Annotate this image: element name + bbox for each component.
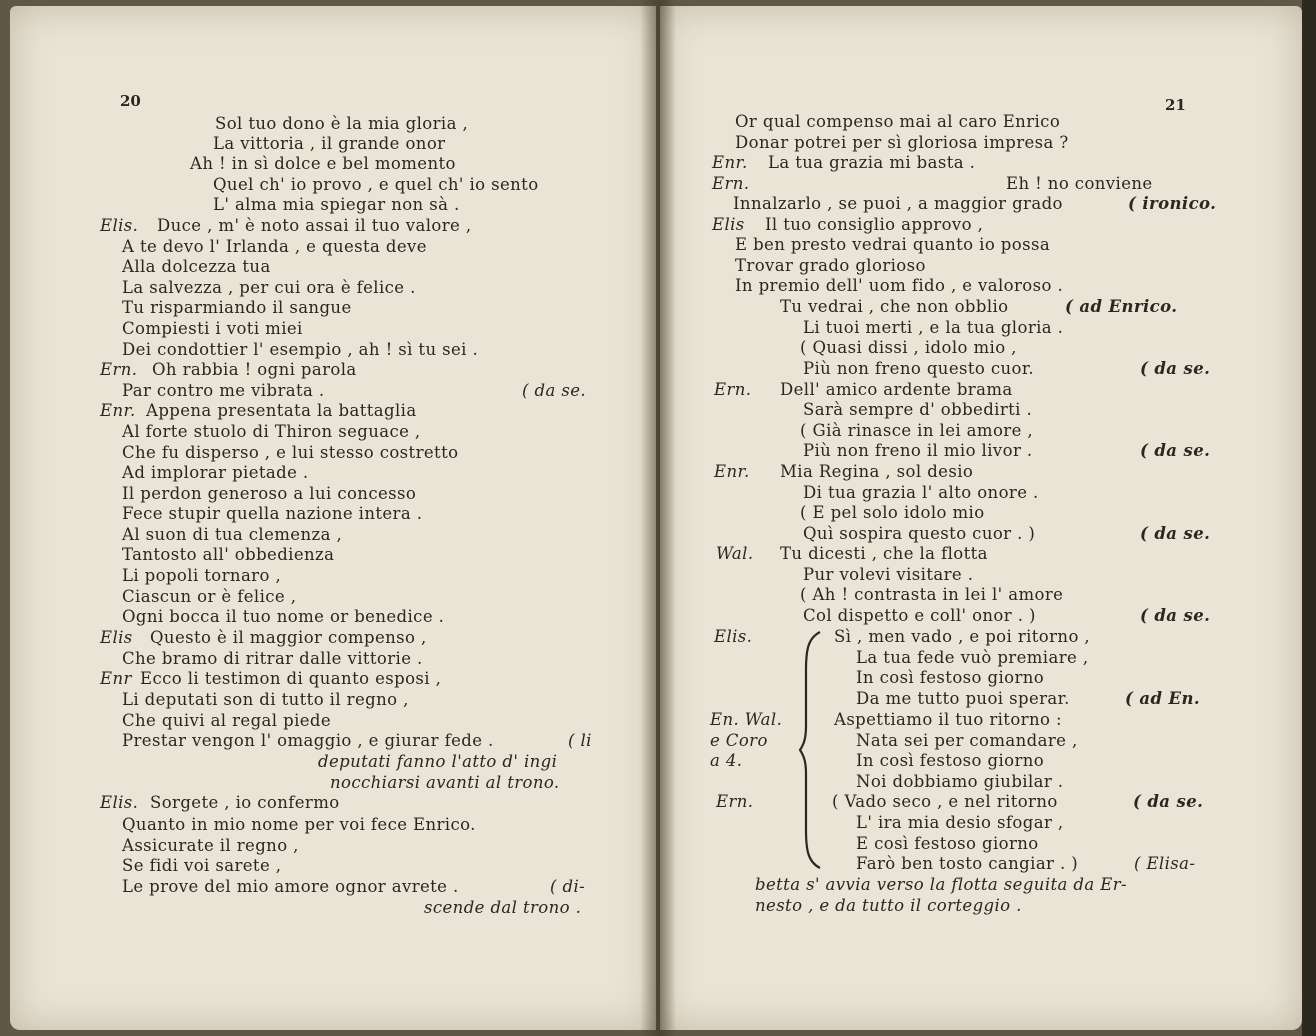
stage-direction: ( li <box>568 731 592 750</box>
verse-line: Col dispetto e coll' onor . ) <box>803 606 1036 625</box>
speaker-label: Ern. <box>100 360 138 379</box>
verse-line: Se fidi voi sarete , <box>122 856 282 875</box>
verse-line: Eh ! no conviene <box>1006 174 1153 193</box>
speaker-label: Ern. <box>712 174 750 193</box>
verse-line: Tu dicesti , che la flotta <box>780 544 988 563</box>
verse-line: L' ira mia desio sfogar , <box>856 813 1064 832</box>
speaker-label: a 4. <box>710 751 743 770</box>
stage-direction: ( Elisa- <box>1134 854 1196 873</box>
verse-line: E così festoso giorno <box>856 834 1039 853</box>
verse-line: ( Già rinasce in lei amore , <box>800 421 1034 440</box>
speaker-label: e Coro <box>710 731 768 750</box>
verse-line: Che bramo di ritrar dalle vittorie . <box>122 649 423 668</box>
verse-line: Tantosto all' obbedienza <box>122 545 335 564</box>
stage-direction: nesto , e da tutto il corteggio . <box>755 896 1022 915</box>
verse-line: Or qual compenso mai al caro Enrico <box>735 112 1061 131</box>
verse-line: Più non freno il mio livor . <box>803 441 1033 460</box>
verse-line: In così festoso giorno <box>856 751 1045 770</box>
stage-direction: scende dal trono . <box>424 898 582 917</box>
speaker-label: Ern. <box>716 792 754 811</box>
verse-line: Li deputati son di tutto il regno , <box>122 690 409 709</box>
verse-line: Che fu disperso , e lui stesso costretto <box>122 443 459 462</box>
stage-direction: ( da se. <box>1140 359 1211 378</box>
stage-direction: nocchiarsi avanti al trono. <box>330 773 560 792</box>
verse-line: Aspettiamo il tuo ritorno : <box>834 710 1062 729</box>
verse-line: Questo è il maggior compenso , <box>150 628 427 647</box>
verse-line: ( Vado seco , e nel ritorno <box>832 792 1058 811</box>
verse-line: ( Ah ! contrasta in lei l' amore <box>800 585 1064 604</box>
speaker-label: Enr. <box>712 153 748 172</box>
verse-line: Dell' amico ardente brama <box>780 380 1013 399</box>
page-number: 21 <box>1165 96 1186 114</box>
stage-direction: ( da se. <box>1140 606 1211 625</box>
verse-line: E ben presto vedrai quanto io possa <box>735 235 1051 254</box>
verse-line: Più non freno questo cuor. <box>803 359 1034 378</box>
page-number: 20 <box>120 92 141 110</box>
verse-line: La salvezza , per cui ora è felice . <box>122 278 416 297</box>
speaker-label: Elis <box>100 628 133 647</box>
verse-line: Ecco li testimon di quanto esposi , <box>140 669 442 688</box>
speaker-label: Enr <box>100 669 132 688</box>
verse-line: La vittoria , il grande onor <box>213 134 446 153</box>
verse-line: Assicurate il regno , <box>122 836 299 855</box>
speaker-label: Elis <box>712 215 745 234</box>
verse-line: Appena presentata la battaglia <box>146 401 417 420</box>
verse-line: Li tuoi merti , e la tua gloria . <box>803 318 1064 337</box>
verse-line: Farò ben tosto cangiar . ) <box>856 854 1079 873</box>
verse-line: In premio dell' uom fido , e valoroso . <box>735 276 1064 295</box>
verse-line: Nata sei per comandare , <box>856 731 1078 750</box>
verse-line: Le prove del mio amore ognor avrete . <box>122 877 459 896</box>
verse-line: Dei condottier l' esempio , ah ! sì tu sei . <box>122 340 479 359</box>
verse-line: Trovar grado glorioso <box>735 256 926 275</box>
verse-line: Par contro me vibrata . <box>122 381 325 400</box>
verse-line: Noi dobbiamo giubilar . <box>856 772 1064 791</box>
speaker-label: Elis. <box>100 216 139 235</box>
verse-line: Mia Regina , sol desio <box>780 462 974 481</box>
verse-line: Compiesti i voti miei <box>122 319 303 338</box>
stage-direction: ( ad En. <box>1125 689 1201 708</box>
stage-direction: deputati fanno l'atto d' ingi <box>318 752 558 771</box>
verse-line: Sol tuo dono è la mia gloria , <box>215 114 469 133</box>
verse-line: Ciascun or è felice , <box>122 587 297 606</box>
verse-line: Sì , men vado , e poi ritorno , <box>834 627 1091 646</box>
verse-line: Pur volevi visitare . <box>803 565 974 584</box>
verse-line: Quel ch' io provo , e quel ch' io sento <box>213 175 539 194</box>
verse-line: Il tuo consiglio approvo , <box>765 215 984 234</box>
verse-line: Innalzarlo , se puoi , a maggior grado <box>733 194 1063 213</box>
verse-line: Fece stupir quella nazione intera . <box>122 504 423 523</box>
verse-line: A te devo l' Irlanda , e questa deve <box>122 237 427 256</box>
speaker-label: En. Wal. <box>710 710 783 729</box>
stage-direction: ( di- <box>550 877 586 896</box>
book-gutter <box>640 0 676 1036</box>
speaker-label: Enr. <box>714 462 750 481</box>
verse-line: In così festoso giorno <box>856 668 1045 687</box>
speaker-label: Elis. <box>100 793 139 812</box>
verse-line: Sorgete , io confermo <box>150 793 340 812</box>
ensemble-brace <box>798 630 824 870</box>
stage-direction: ( ironico. <box>1128 194 1217 213</box>
verse-line: Ad implorar pietade . <box>122 463 309 482</box>
verse-line: Prestar vengon l' omaggio , e giurar fede . <box>122 731 494 750</box>
verse-line: Il perdon generoso a lui concesso <box>122 484 417 503</box>
verse-line: Duce , m' è noto assai il tuo valore , <box>157 216 472 235</box>
verse-line: ( Quasi dissi , idolo mio , <box>800 338 1017 357</box>
verse-line: Che quivi al regal piede <box>122 711 332 730</box>
verse-line: Alla dolcezza tua <box>122 257 271 276</box>
verse-line: Sarà sempre d' obbedirti . <box>803 400 1033 419</box>
verse-line: Tu risparmiando il sangue <box>122 298 352 317</box>
speaker-label: Elis. <box>714 627 753 646</box>
verse-line: Li popoli tornaro , <box>122 566 282 585</box>
scan-edge <box>1302 0 1316 1036</box>
stage-direction: ( da se. <box>1140 524 1211 543</box>
speaker-label: Ern. <box>714 380 752 399</box>
verse-line: Ah ! in sì dolce e bel momento <box>190 154 456 173</box>
verse-line: Ogni bocca il tuo nome or benedice . <box>122 607 445 626</box>
verse-line: Quì sospira questo cuor . ) <box>803 524 1036 543</box>
verse-line: Oh rabbia ! ogni parola <box>152 360 357 379</box>
verse-line: La tua fede vuò premiare , <box>856 648 1089 667</box>
verse-line: Donar potrei per sì gloriosa impresa ? <box>735 133 1069 152</box>
speaker-label: Enr. <box>100 401 136 420</box>
stage-direction: ( da se. <box>1133 792 1204 811</box>
verse-line: Tu vedrai , che non obblio <box>780 297 1009 316</box>
stage-direction: ( da se. <box>522 381 587 400</box>
stage-direction: ( ad Enrico. <box>1065 297 1178 316</box>
verse-line: Al forte stuolo di Thiron seguace , <box>122 422 421 441</box>
verse-line: Da me tutto puoi sperar. <box>856 689 1070 708</box>
verse-line: Di tua grazia l' alto onore . <box>803 483 1039 502</box>
verse-line: La tua grazia mi basta . <box>768 153 976 172</box>
stage-direction: ( da se. <box>1140 441 1211 460</box>
verse-line: L' alma mia spiegar non sà . <box>213 195 460 214</box>
speaker-label: Wal. <box>716 544 754 563</box>
verse-line: ( E pel solo idolo mio <box>800 503 985 522</box>
verse-line: Quanto in mio nome per voi fece Enrico. <box>122 815 476 834</box>
verse-line: Al suon di tua clemenza , <box>122 525 343 544</box>
stage-direction: betta s' avvia verso la flotta seguita da Er- <box>755 875 1127 894</box>
